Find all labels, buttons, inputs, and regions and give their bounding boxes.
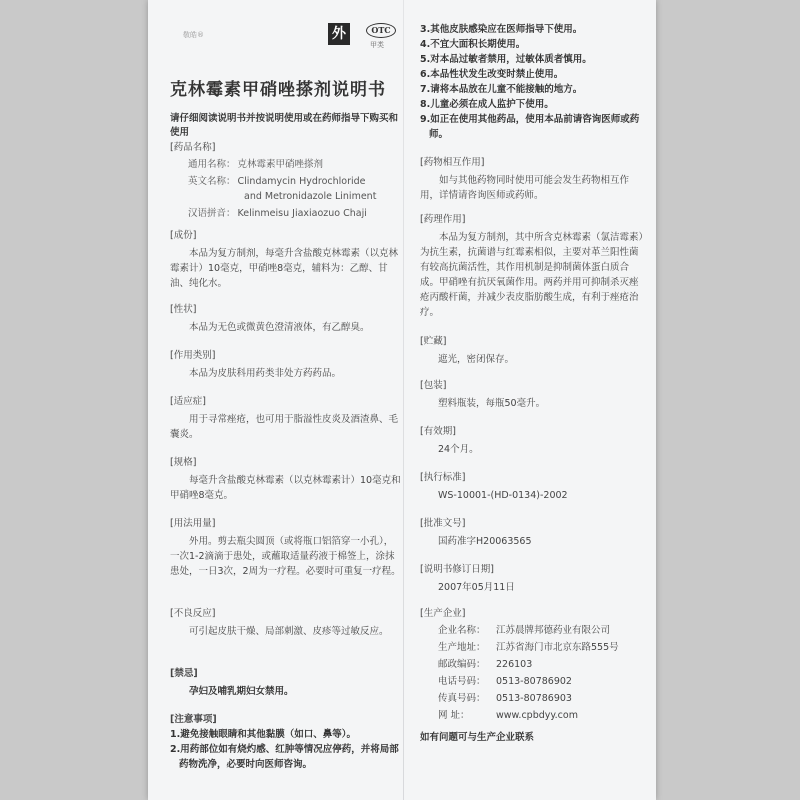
section-heading: [说明书修订日期]: [420, 564, 494, 575]
brand-mark: 敬皓®: [183, 31, 204, 39]
row-key: 汉语拼音：: [188, 208, 236, 219]
precaution-item: 5.对本品过敏者禁用，过敏体质者慎用。: [420, 54, 592, 65]
section-manufacturer: [420, 606, 646, 723]
section-heading: [有效期]: [420, 426, 456, 437]
leaflet-page: [148, 0, 656, 800]
section-text: 孕妇及哺乳期妇女禁用。: [189, 686, 294, 697]
section-character: [170, 302, 402, 335]
row-key: 网 址：: [438, 710, 470, 721]
row-key: 邮政编码：: [438, 659, 486, 670]
section-text: 塑料瓶装，每瓶50毫升。: [438, 398, 546, 409]
row-value: 江苏晨牌邦德药业有限公司: [496, 625, 611, 636]
section-validity: [420, 424, 646, 457]
row-value: 克林霉素甲硝唑搽剂: [237, 159, 324, 170]
row-key: 通用名称：: [188, 159, 236, 170]
section-heading: [药品名称]: [170, 142, 216, 153]
manufacturer-row: [420, 691, 646, 706]
footer-contact-note: [420, 730, 646, 745]
section-heading: [执行标准]: [420, 472, 466, 483]
section-heading: [药理作用]: [420, 214, 466, 225]
precaution-item: 3.其他皮肤感染应在医师指导下使用。: [420, 24, 583, 35]
row-value: 0513-80786902: [496, 676, 572, 687]
section-text: 用于寻常痤疮，也可用于脂溢性皮炎及酒渣鼻、毛囊炎。: [170, 414, 399, 440]
section-usage: [170, 516, 402, 579]
section-text: 本品为无色或微黄色澄清液体，有乙醇臭。: [189, 322, 370, 333]
section-adverse-reactions: [170, 606, 402, 639]
section-heading: [生产企业]: [420, 608, 466, 619]
section-storage: [420, 334, 646, 367]
section-heading: [适应症]: [170, 396, 206, 407]
section-text: 如与其他药物同时使用可能会发生药物相互作用，详情请咨询医师或药师。: [420, 175, 630, 201]
english-name-row: [170, 174, 402, 189]
manufacturer-row: [420, 623, 646, 638]
section-text: 本品为复方制剂，每毫升含盐酸克林霉素（以克林霉素计）10毫克，甲硝唑8毫克，辅料为：乙醇、甘油、纯化水。: [170, 248, 399, 289]
section-contraindications: [170, 666, 402, 699]
row-value: 江苏省海门市北京东路555号: [496, 642, 619, 653]
section-text: 24个月。: [438, 444, 479, 455]
section-heading: [性状]: [170, 304, 197, 315]
precaution-item: 1.避免接触眼睛和其他黏膜（如口、鼻等）。: [170, 729, 356, 740]
row-key: 传真号码：: [438, 693, 486, 704]
external-use-badge: 外: [328, 23, 350, 45]
section-heading: [批准文号]: [420, 518, 466, 529]
precaution-item: 7.请将本品放在儿童不能接触的地方。: [420, 84, 583, 95]
section-interactions: [420, 155, 646, 203]
section-heading: [规格]: [170, 457, 197, 468]
row-value: Kelinmeisu Jiaxiaozuo Chaji: [237, 208, 367, 219]
section-heading: [作用类别]: [170, 350, 216, 361]
manufacturer-row: [420, 640, 646, 655]
section-standard: [420, 470, 646, 503]
english-name-continuation: and Metronidazole Liniment: [244, 191, 377, 202]
section-heading: [包装]: [420, 380, 447, 391]
otc-class-label: 甲类: [370, 41, 384, 49]
section-indications: [170, 394, 402, 442]
section-revision-date: [420, 562, 646, 595]
section-text: 外用。剪去瓶尖圆顶（或将瓶口铝箔穿一小孔），一次1-2滴滴于患处，或蘸取适量药液于棉签上，涂抹患处，一日3次，2周为一疗程。必要时可重复一疗程。: [170, 536, 401, 577]
document-title: 克林霉素甲硝唑搽剂说明书: [170, 80, 386, 100]
section-heading: [不良反应]: [170, 608, 216, 619]
section-text: 国药准字H20063565: [438, 536, 532, 547]
section-text: 本品为复方制剂，其中所含克林霉素（氯洁霉素）为抗生素，抗菌谱与红霉素相似，主要对革兰阳性菌有较高抗菌活性，其作用机制是抑制菌体蛋白质合成。甲硝唑有抗厌氧菌作用。两药并用可抑制杀灭痤疮丙酸杆菌，并减少表皮脂肪酸生成，有利于痤疮治疗。: [420, 232, 644, 318]
intro-notice: 请仔细阅读说明书并按说明使用或在药师指导下购买和使用: [170, 113, 399, 138]
manufacturer-row: [420, 657, 646, 672]
section-approval: [420, 516, 646, 549]
precaution-item: 6.本品性状发生改变时禁止使用。: [420, 69, 564, 80]
section-heading: [贮藏]: [420, 336, 447, 347]
section-heading: [禁忌]: [170, 668, 198, 679]
section-package: [420, 378, 646, 411]
section-heading: [用法用量]: [170, 518, 216, 529]
precaution-item: 2.用药部位如有烧灼感、红肿等情况应停药，并将局部药物洗净，必要时向医师咨询。: [170, 744, 399, 770]
precaution-item: 4.不宜大面积长期使用。: [420, 39, 526, 50]
precautions-continued: [420, 22, 646, 142]
pinyin-row: [170, 206, 402, 221]
section-text: 2007年05月11日: [438, 582, 515, 593]
footer-note: 如有问题可与生产企业联系: [420, 732, 535, 743]
section-heading: [药物相互作用]: [420, 157, 485, 168]
section-precautions: [170, 712, 402, 772]
precaution-item: 8.儿童必须在成人监护下使用。: [420, 99, 554, 110]
section-ingredients: [170, 228, 402, 291]
section-heading: [注意事项]: [170, 714, 217, 725]
section-pharmacology: [420, 212, 646, 320]
section-drug-name: [170, 140, 402, 221]
row-value: Clindamycin Hydrochloride: [237, 176, 366, 187]
generic-name-row: [170, 157, 402, 172]
manufacturer-row: [420, 708, 646, 723]
row-key: 企业名称：: [438, 625, 486, 636]
row-value: www.cpbdyy.com: [496, 710, 578, 721]
section-specification: [170, 455, 402, 503]
row-key: 英文名称：: [188, 176, 236, 187]
section-text: 本品为皮肤科用药类非处方药药品。: [189, 368, 342, 379]
section-category: [170, 348, 402, 381]
section-heading: [成份]: [170, 230, 197, 241]
row-key: 生产地址：: [438, 642, 486, 653]
section-text: WS-10001-(HD-0134)-2002: [438, 490, 568, 501]
row-key: 电话号码：: [438, 676, 486, 687]
section-text: 每毫升含盐酸克林霉素（以克林霉素计）10毫克和甲硝唑8毫克。: [170, 475, 401, 501]
precaution-item: 9.如正在使用其他药品，使用本品前请咨询医师或药师。: [420, 114, 640, 140]
otc-logo: OTC: [366, 23, 396, 38]
manufacturer-row: [420, 674, 646, 689]
row-value: 0513-80786903: [496, 693, 572, 704]
section-text: 遮光，密闭保存。: [438, 354, 515, 365]
row-value: 226103: [496, 659, 533, 670]
section-text: 可引起皮肤干燥、局部刺激、皮疹等过敏反应。: [189, 626, 389, 637]
